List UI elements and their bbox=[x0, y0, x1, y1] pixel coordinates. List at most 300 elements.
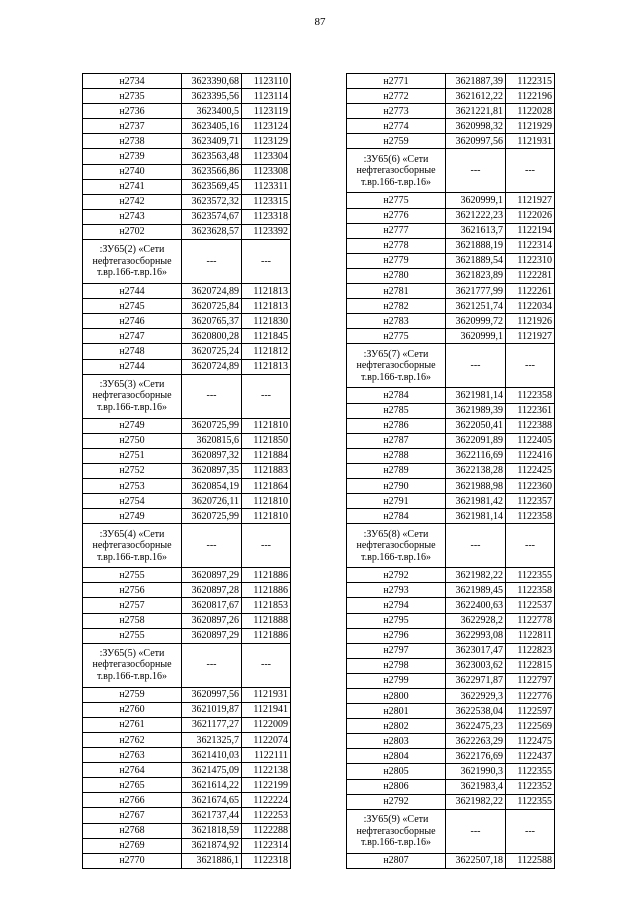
table-row bbox=[83, 628, 291, 643]
table-row bbox=[347, 284, 555, 299]
point-id-cell: н2771 bbox=[347, 74, 446, 89]
y-coordinate-cell: 1121929 bbox=[506, 119, 555, 134]
point-id-cell: н2753 bbox=[83, 478, 182, 493]
point-id-cell: н2775 bbox=[347, 329, 446, 344]
point-id-cell: н2788 bbox=[347, 448, 446, 463]
table-row bbox=[83, 104, 291, 119]
x-coordinate-cell: 3622971,87 bbox=[446, 673, 506, 688]
y-coordinate-cell: 1122588 bbox=[506, 853, 555, 868]
x-coordinate-cell: 3621614,22 bbox=[182, 778, 242, 793]
point-id-cell: н2755 bbox=[83, 568, 182, 583]
y-coordinate-cell: 1122111 bbox=[242, 748, 291, 763]
table-row bbox=[83, 509, 291, 524]
y-coordinate-cell: 1121927 bbox=[506, 329, 555, 344]
table-row bbox=[347, 658, 555, 673]
table-row bbox=[83, 329, 291, 344]
point-id-cell: н2773 bbox=[347, 104, 446, 119]
x-coordinate-cell: 3621612,22 bbox=[446, 89, 506, 104]
section-title-cell: :ЗУ65(4) «Сети нефтегазосборные т.вр.166-т.вр.16» bbox=[83, 524, 182, 568]
table-row bbox=[347, 719, 555, 734]
x-coordinate-cell: 3623395,56 bbox=[182, 89, 242, 104]
section-x-placeholder-cell: --- bbox=[182, 643, 242, 687]
point-id-cell: н2768 bbox=[83, 823, 182, 838]
point-id-cell: н2761 bbox=[83, 717, 182, 732]
y-coordinate-cell: 1122475 bbox=[506, 734, 555, 749]
y-coordinate-cell: 1121886 bbox=[242, 583, 291, 598]
x-coordinate-cell: 3623405,16 bbox=[182, 119, 242, 134]
y-coordinate-cell: 1122361 bbox=[506, 403, 555, 418]
point-id-cell: н2750 bbox=[83, 433, 182, 448]
point-id-cell: н2775 bbox=[347, 193, 446, 208]
table-row bbox=[83, 702, 291, 717]
point-id-cell: н2769 bbox=[83, 838, 182, 853]
point-id-cell: н2738 bbox=[83, 134, 182, 149]
x-coordinate-cell: 3621981,14 bbox=[446, 509, 506, 524]
y-coordinate-cell: 1122360 bbox=[506, 478, 555, 493]
y-coordinate-cell: 1122026 bbox=[506, 208, 555, 223]
x-coordinate-cell: 3620897,29 bbox=[182, 628, 242, 643]
y-coordinate-cell: 1122569 bbox=[506, 719, 555, 734]
x-coordinate-cell: 3620999,72 bbox=[446, 314, 506, 329]
point-id-cell: н2754 bbox=[83, 494, 182, 509]
point-id-cell: н2799 bbox=[347, 673, 446, 688]
table-row bbox=[83, 164, 291, 179]
x-coordinate-cell: 3621982,22 bbox=[446, 568, 506, 583]
table-row bbox=[83, 687, 291, 702]
point-id-cell: н2739 bbox=[83, 149, 182, 164]
table-row bbox=[347, 509, 555, 524]
point-id-cell: н2749 bbox=[83, 509, 182, 524]
table-row bbox=[83, 344, 291, 359]
y-coordinate-cell: 1122778 bbox=[506, 613, 555, 628]
y-coordinate-cell: 1121810 bbox=[242, 494, 291, 509]
table-row bbox=[347, 734, 555, 749]
table-row bbox=[347, 89, 555, 104]
section-title-cell: :ЗУ65(2) «Сети нефтегазосборные т.вр.166-т.вр.16» bbox=[83, 240, 182, 284]
section-header-row bbox=[347, 809, 555, 853]
point-id-cell: н2792 bbox=[347, 568, 446, 583]
x-coordinate-cell: 3623563,48 bbox=[182, 149, 242, 164]
y-coordinate-cell: 1122194 bbox=[506, 223, 555, 238]
x-coordinate-cell: 3620725,99 bbox=[182, 509, 242, 524]
table-row bbox=[83, 583, 291, 598]
section-x-placeholder-cell: --- bbox=[446, 809, 506, 853]
x-coordinate-cell: 3620897,29 bbox=[182, 568, 242, 583]
x-coordinate-cell: 3621889,54 bbox=[446, 253, 506, 268]
page-number: 87 bbox=[314, 16, 326, 28]
x-coordinate-cell: 3621989,45 bbox=[446, 583, 506, 598]
x-coordinate-cell: 3620999,1 bbox=[446, 193, 506, 208]
table-row bbox=[83, 733, 291, 748]
x-coordinate-cell: 3622263,29 bbox=[446, 734, 506, 749]
x-coordinate-cell: 3621222,23 bbox=[446, 208, 506, 223]
section-header-row bbox=[83, 524, 291, 568]
section-header-row bbox=[347, 344, 555, 388]
y-coordinate-cell: 1123114 bbox=[242, 89, 291, 104]
table-row bbox=[83, 793, 291, 808]
y-coordinate-cell: 1122425 bbox=[506, 463, 555, 478]
y-coordinate-cell: 1121813 bbox=[242, 284, 291, 299]
table-row bbox=[347, 193, 555, 208]
point-id-cell: н2736 bbox=[83, 104, 182, 119]
x-coordinate-cell: 3623390,68 bbox=[182, 74, 242, 89]
section-y-placeholder-cell: --- bbox=[242, 524, 291, 568]
point-id-cell: н2770 bbox=[83, 853, 182, 868]
section-y-placeholder-cell: --- bbox=[242, 374, 291, 418]
x-coordinate-cell: 3623628,57 bbox=[182, 224, 242, 239]
table-row bbox=[83, 463, 291, 478]
y-coordinate-cell: 1122597 bbox=[506, 704, 555, 719]
y-coordinate-cell: 1123392 bbox=[242, 224, 291, 239]
table-row bbox=[83, 494, 291, 509]
y-coordinate-cell: 1122034 bbox=[506, 299, 555, 314]
table-row bbox=[347, 448, 555, 463]
x-coordinate-cell: 3620724,89 bbox=[182, 284, 242, 299]
x-coordinate-cell: 3621410,03 bbox=[182, 748, 242, 763]
table-row bbox=[347, 689, 555, 704]
point-id-cell: н2803 bbox=[347, 734, 446, 749]
y-coordinate-cell: 1122811 bbox=[506, 628, 555, 643]
table-row bbox=[83, 149, 291, 164]
point-id-cell: н2791 bbox=[347, 494, 446, 509]
table-row bbox=[347, 418, 555, 433]
x-coordinate-cell: 3622176,69 bbox=[446, 749, 506, 764]
point-id-cell: н2742 bbox=[83, 194, 182, 209]
point-id-cell: н2759 bbox=[347, 134, 446, 149]
table-row bbox=[83, 838, 291, 853]
table-row bbox=[83, 209, 291, 224]
section-header-row bbox=[83, 643, 291, 687]
section-x-placeholder-cell: --- bbox=[182, 524, 242, 568]
x-coordinate-cell: 3622400,63 bbox=[446, 598, 506, 613]
x-coordinate-cell: 3621989,39 bbox=[446, 403, 506, 418]
x-coordinate-cell: 3622993,08 bbox=[446, 628, 506, 643]
y-coordinate-cell: 1122355 bbox=[506, 568, 555, 583]
y-coordinate-cell: 1121931 bbox=[242, 687, 291, 702]
x-coordinate-cell: 3621221,81 bbox=[446, 104, 506, 119]
y-coordinate-cell: 1122416 bbox=[506, 448, 555, 463]
point-id-cell: н2767 bbox=[83, 808, 182, 823]
x-coordinate-cell: 3621177,27 bbox=[182, 717, 242, 732]
x-coordinate-cell: 3622116,69 bbox=[446, 448, 506, 463]
y-coordinate-cell: 1121813 bbox=[242, 299, 291, 314]
y-coordinate-cell: 1122358 bbox=[506, 388, 555, 403]
point-id-cell: н2784 bbox=[347, 388, 446, 403]
table-row bbox=[83, 568, 291, 583]
x-coordinate-cell: 3620815,6 bbox=[182, 433, 242, 448]
section-title-cell: :ЗУ65(9) «Сети нефтегазосборные т.вр.166-т.вр.16» bbox=[347, 809, 446, 853]
table-row bbox=[83, 314, 291, 329]
x-coordinate-cell: 3623003,62 bbox=[446, 658, 506, 673]
point-id-cell: н2801 bbox=[347, 704, 446, 719]
point-id-cell: н2779 bbox=[347, 253, 446, 268]
section-x-placeholder-cell: --- bbox=[182, 374, 242, 418]
table-row bbox=[347, 119, 555, 134]
y-coordinate-cell: 1121850 bbox=[242, 433, 291, 448]
point-id-cell: н2785 bbox=[347, 403, 446, 418]
section-header-row bbox=[347, 524, 555, 568]
y-coordinate-cell: 1121810 bbox=[242, 418, 291, 433]
y-coordinate-cell: 1122224 bbox=[242, 793, 291, 808]
y-coordinate-cell: 1122028 bbox=[506, 104, 555, 119]
table-row bbox=[347, 253, 555, 268]
table-row bbox=[347, 794, 555, 809]
section-x-placeholder-cell: --- bbox=[446, 344, 506, 388]
section-y-placeholder-cell: --- bbox=[242, 643, 291, 687]
table-row bbox=[347, 238, 555, 253]
y-coordinate-cell: 1121883 bbox=[242, 463, 291, 478]
table-row bbox=[347, 388, 555, 403]
point-id-cell: н2751 bbox=[83, 448, 182, 463]
y-coordinate-cell: 1122355 bbox=[506, 764, 555, 779]
y-coordinate-cell: 1122310 bbox=[506, 253, 555, 268]
y-coordinate-cell: 1121926 bbox=[506, 314, 555, 329]
x-coordinate-cell: 3621674,65 bbox=[182, 793, 242, 808]
point-id-cell: н2793 bbox=[347, 583, 446, 598]
y-coordinate-cell: 1121888 bbox=[242, 613, 291, 628]
table-row bbox=[83, 89, 291, 104]
x-coordinate-cell: 3621981,14 bbox=[446, 388, 506, 403]
y-coordinate-cell: 1122355 bbox=[506, 794, 555, 809]
x-coordinate-cell: 3621019,87 bbox=[182, 702, 242, 717]
point-id-cell: н2792 bbox=[347, 794, 446, 809]
point-id-cell: н2762 bbox=[83, 733, 182, 748]
point-id-cell: н2780 bbox=[347, 268, 446, 283]
table-row bbox=[347, 329, 555, 344]
section-header-row bbox=[347, 149, 555, 193]
x-coordinate-cell: 3620998,32 bbox=[446, 119, 506, 134]
coordinates-table-right bbox=[346, 73, 555, 869]
table-row bbox=[347, 478, 555, 493]
point-id-cell: н2758 bbox=[83, 613, 182, 628]
x-coordinate-cell: 3623409,71 bbox=[182, 134, 242, 149]
x-coordinate-cell: 3620817,67 bbox=[182, 598, 242, 613]
point-id-cell: н2741 bbox=[83, 179, 182, 194]
x-coordinate-cell: 3620726,11 bbox=[182, 494, 242, 509]
x-coordinate-cell: 3620997,56 bbox=[182, 687, 242, 702]
point-id-cell: н2800 bbox=[347, 689, 446, 704]
y-coordinate-cell: 1122797 bbox=[506, 673, 555, 688]
section-title-cell: :ЗУ65(5) «Сети нефтегазосборные т.вр.166-т.вр.16» bbox=[83, 643, 182, 687]
point-id-cell: н2795 bbox=[347, 613, 446, 628]
point-id-cell: н2796 bbox=[347, 628, 446, 643]
x-coordinate-cell: 3623400,5 bbox=[182, 104, 242, 119]
section-x-placeholder-cell: --- bbox=[446, 149, 506, 193]
x-coordinate-cell: 3620897,35 bbox=[182, 463, 242, 478]
x-coordinate-cell: 3620854,19 bbox=[182, 478, 242, 493]
y-coordinate-cell: 1123124 bbox=[242, 119, 291, 134]
y-coordinate-cell: 1122388 bbox=[506, 418, 555, 433]
x-coordinate-cell: 3620725,84 bbox=[182, 299, 242, 314]
x-coordinate-cell: 3621981,42 bbox=[446, 494, 506, 509]
y-coordinate-cell: 1122281 bbox=[506, 268, 555, 283]
y-coordinate-cell: 1121845 bbox=[242, 329, 291, 344]
section-y-placeholder-cell: --- bbox=[242, 240, 291, 284]
table-row bbox=[83, 778, 291, 793]
table-row bbox=[347, 299, 555, 314]
x-coordinate-cell: 3622475,23 bbox=[446, 719, 506, 734]
y-coordinate-cell: 1121927 bbox=[506, 193, 555, 208]
point-id-cell: н2747 bbox=[83, 329, 182, 344]
point-id-cell: н2735 bbox=[83, 89, 182, 104]
table-row bbox=[347, 134, 555, 149]
x-coordinate-cell: 3622928,2 bbox=[446, 613, 506, 628]
table-row bbox=[83, 478, 291, 493]
y-coordinate-cell: 1121941 bbox=[242, 702, 291, 717]
y-coordinate-cell: 1122437 bbox=[506, 749, 555, 764]
y-coordinate-cell: 1122009 bbox=[242, 717, 291, 732]
table-row bbox=[83, 119, 291, 134]
point-id-cell: н2744 bbox=[83, 359, 182, 374]
table-row bbox=[347, 598, 555, 613]
table-row bbox=[83, 853, 291, 868]
table-row bbox=[83, 613, 291, 628]
table-row bbox=[83, 299, 291, 314]
point-id-cell: н2804 bbox=[347, 749, 446, 764]
point-id-cell: н2784 bbox=[347, 509, 446, 524]
x-coordinate-cell: 3620897,32 bbox=[182, 448, 242, 463]
table-row bbox=[83, 823, 291, 838]
y-coordinate-cell: 1123308 bbox=[242, 164, 291, 179]
table-row bbox=[347, 314, 555, 329]
y-coordinate-cell: 1122352 bbox=[506, 779, 555, 794]
y-coordinate-cell: 1121884 bbox=[242, 448, 291, 463]
point-id-cell: н2745 bbox=[83, 299, 182, 314]
y-coordinate-cell: 1122358 bbox=[506, 509, 555, 524]
table-row bbox=[83, 74, 291, 89]
point-id-cell: н2805 bbox=[347, 764, 446, 779]
table-row bbox=[347, 704, 555, 719]
section-header-row bbox=[83, 240, 291, 284]
section-title-cell: :ЗУ65(6) «Сети нефтегазосборные т.вр.166-т.вр.16» bbox=[347, 149, 446, 193]
table-row bbox=[347, 583, 555, 598]
y-coordinate-cell: 1121864 bbox=[242, 478, 291, 493]
section-y-placeholder-cell: --- bbox=[506, 344, 555, 388]
y-coordinate-cell: 1121813 bbox=[242, 359, 291, 374]
x-coordinate-cell: 3623572,32 bbox=[182, 194, 242, 209]
y-coordinate-cell: 1122537 bbox=[506, 598, 555, 613]
table-row bbox=[83, 808, 291, 823]
point-id-cell: н2781 bbox=[347, 284, 446, 299]
y-coordinate-cell: 1122823 bbox=[506, 643, 555, 658]
point-id-cell: н2783 bbox=[347, 314, 446, 329]
point-id-cell: н2757 bbox=[83, 598, 182, 613]
x-coordinate-cell: 3620997,56 bbox=[446, 134, 506, 149]
coordinates-table-right-body bbox=[347, 74, 555, 869]
x-coordinate-cell: 3621990,3 bbox=[446, 764, 506, 779]
point-id-cell: н2765 bbox=[83, 778, 182, 793]
point-id-cell: н2755 bbox=[83, 628, 182, 643]
x-coordinate-cell: 3620725,24 bbox=[182, 344, 242, 359]
x-coordinate-cell: 3621982,22 bbox=[446, 794, 506, 809]
table-row bbox=[83, 748, 291, 763]
point-id-cell: н2772 bbox=[347, 89, 446, 104]
point-id-cell: н2748 bbox=[83, 344, 182, 359]
y-coordinate-cell: 1122314 bbox=[242, 838, 291, 853]
y-coordinate-cell: 1123119 bbox=[242, 104, 291, 119]
y-coordinate-cell: 1123318 bbox=[242, 209, 291, 224]
y-coordinate-cell: 1121853 bbox=[242, 598, 291, 613]
x-coordinate-cell: 3621777,99 bbox=[446, 284, 506, 299]
table-row bbox=[347, 613, 555, 628]
table-row bbox=[347, 643, 555, 658]
x-coordinate-cell: 3620897,28 bbox=[182, 583, 242, 598]
y-coordinate-cell: 1122776 bbox=[506, 689, 555, 704]
x-coordinate-cell: 3620897,26 bbox=[182, 613, 242, 628]
point-id-cell: н2798 bbox=[347, 658, 446, 673]
y-coordinate-cell: 1122196 bbox=[506, 89, 555, 104]
x-coordinate-cell: 3623574,67 bbox=[182, 209, 242, 224]
x-coordinate-cell: 3620800,28 bbox=[182, 329, 242, 344]
y-coordinate-cell: 1121886 bbox=[242, 568, 291, 583]
table-row bbox=[347, 673, 555, 688]
point-id-cell: н2797 bbox=[347, 643, 446, 658]
table-row bbox=[347, 853, 555, 868]
table-row bbox=[83, 179, 291, 194]
x-coordinate-cell: 3620725,99 bbox=[182, 418, 242, 433]
table-row bbox=[83, 717, 291, 732]
y-coordinate-cell: 1122318 bbox=[242, 853, 291, 868]
y-coordinate-cell: 1121830 bbox=[242, 314, 291, 329]
section-title-cell: :ЗУ65(3) «Сети нефтегазосборные т.вр.166-т.вр.16» bbox=[83, 374, 182, 418]
point-id-cell: н2764 bbox=[83, 763, 182, 778]
section-x-placeholder-cell: --- bbox=[446, 524, 506, 568]
y-coordinate-cell: 1122314 bbox=[506, 238, 555, 253]
section-y-placeholder-cell: --- bbox=[506, 524, 555, 568]
table-row bbox=[83, 224, 291, 239]
y-coordinate-cell: 1122199 bbox=[242, 778, 291, 793]
section-x-placeholder-cell: --- bbox=[182, 240, 242, 284]
y-coordinate-cell: 1122357 bbox=[506, 494, 555, 509]
y-coordinate-cell: 1122815 bbox=[506, 658, 555, 673]
x-coordinate-cell: 3620999,1 bbox=[446, 329, 506, 344]
table-row bbox=[83, 359, 291, 374]
x-coordinate-cell: 3620765,37 bbox=[182, 314, 242, 329]
point-id-cell: н2759 bbox=[83, 687, 182, 702]
y-coordinate-cell: 1123110 bbox=[242, 74, 291, 89]
point-id-cell: н2786 bbox=[347, 418, 446, 433]
table-row bbox=[83, 448, 291, 463]
section-y-placeholder-cell: --- bbox=[506, 809, 555, 853]
x-coordinate-cell: 3623569,45 bbox=[182, 179, 242, 194]
y-coordinate-cell: 1122074 bbox=[242, 733, 291, 748]
x-coordinate-cell: 3621886,1 bbox=[182, 853, 242, 868]
y-coordinate-cell: 1122261 bbox=[506, 284, 555, 299]
point-id-cell: н2806 bbox=[347, 779, 446, 794]
table-row bbox=[347, 463, 555, 478]
y-coordinate-cell: 1123129 bbox=[242, 134, 291, 149]
y-coordinate-cell: 1122138 bbox=[242, 763, 291, 778]
table-row bbox=[347, 628, 555, 643]
table-row bbox=[347, 568, 555, 583]
point-id-cell: н2807 bbox=[347, 853, 446, 868]
x-coordinate-cell: 3620724,89 bbox=[182, 359, 242, 374]
table-row bbox=[83, 194, 291, 209]
y-coordinate-cell: 1123311 bbox=[242, 179, 291, 194]
y-coordinate-cell: 1122253 bbox=[242, 808, 291, 823]
x-coordinate-cell: 3621475,09 bbox=[182, 763, 242, 778]
x-coordinate-cell: 3621613,7 bbox=[446, 223, 506, 238]
table-row bbox=[83, 134, 291, 149]
point-id-cell: н2774 bbox=[347, 119, 446, 134]
point-id-cell: н2756 bbox=[83, 583, 182, 598]
table-row bbox=[347, 764, 555, 779]
point-id-cell: н2734 bbox=[83, 74, 182, 89]
x-coordinate-cell: 3621823,89 bbox=[446, 268, 506, 283]
point-id-cell: н2763 bbox=[83, 748, 182, 763]
table-row bbox=[83, 284, 291, 299]
point-id-cell: н2790 bbox=[347, 478, 446, 493]
